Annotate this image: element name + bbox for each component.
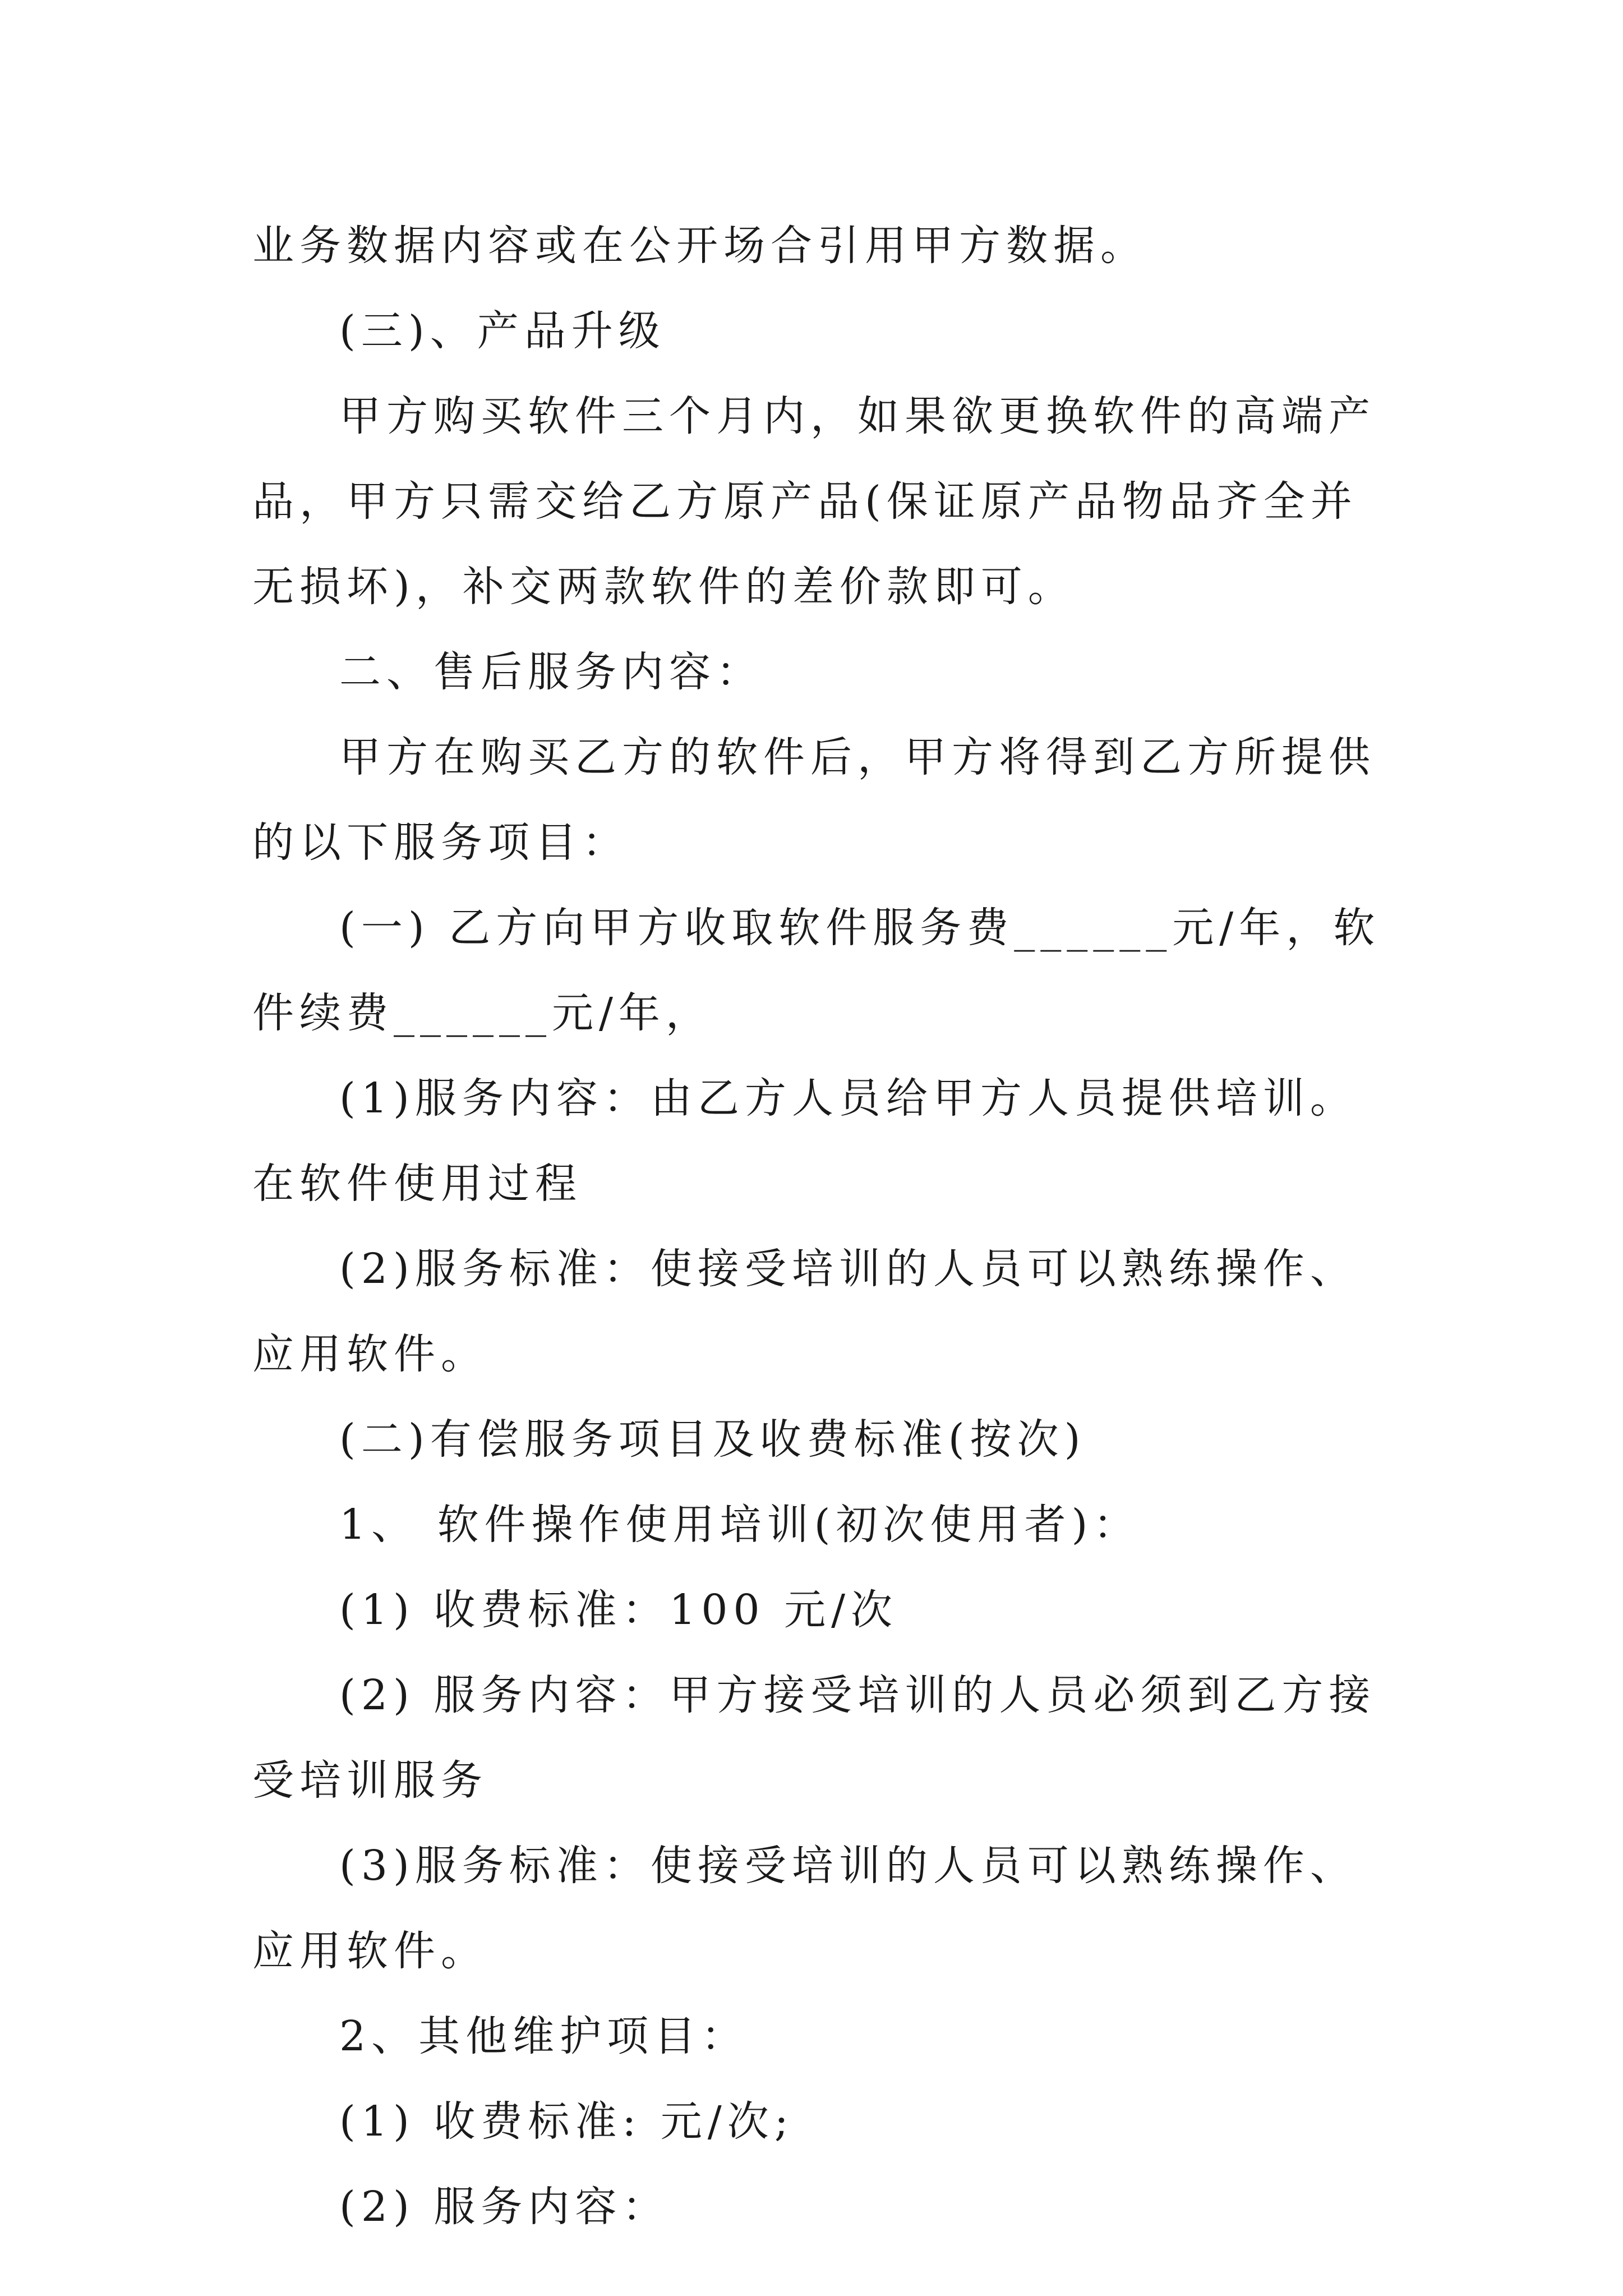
item-fee-standard-1: (1) 收费标准：100 元/次 <box>339 1586 898 1634</box>
document-body <box>252 203 1391 2249</box>
item-service-standard-3: (3)服务标准：使接受培训的人员可以熟练操作、应用软件。 <box>252 1842 1357 1975</box>
item-maintenance-fee: (1) 收费标准: 元/次; <box>339 2097 794 2146</box>
item-software-training: 1、 软件操作使用培训(初次使用者)： <box>339 1501 1141 1549</box>
item-other-maintenance: 2、其他维护项目： <box>339 2012 749 2060</box>
paragraph-service-intro: 甲方在购买乙方的软件后，甲方将得到乙方所提供的以下服务项目： <box>252 733 1376 867</box>
paragraph-upgrade-terms: 甲方购买软件三个月内，如果欲更换软件的高端产品，甲方只需交给乙方原产品(保证原产品物品齐全并无损坏)，补交两款软件的差价款即可。 <box>252 392 1376 611</box>
item-maintenance-content: (2) 服务内容： <box>339 2183 670 2231</box>
heading-product-upgrade: (三)、产品升级 <box>339 307 666 355</box>
paragraph-business-data: 业务数据内容或在公开场合引用甲方数据。 <box>252 222 1147 270</box>
paragraph-service-content-1: (1)服务内容：由乙方人员给甲方人员提供培训。在软件使用过程 <box>252 1074 1357 1208</box>
heading-after-sales-service: 二、售后服务内容： <box>339 648 763 696</box>
paragraph-service-fee: (一) 乙方向甲方收取软件服务费______元/年，软件续费______元/年， <box>252 904 1381 1037</box>
paragraph-service-standard-2: (2)服务标准：使接受培训的人员可以熟练操作、应用软件。 <box>252 1245 1357 1378</box>
item-service-content-2: (2) 服务内容：甲方接受培训的人员必须到乙方接受培训服务 <box>252 1671 1376 1805</box>
heading-paid-services: (二)有偿服务项目及收费标准(按次) <box>339 1415 1086 1464</box>
